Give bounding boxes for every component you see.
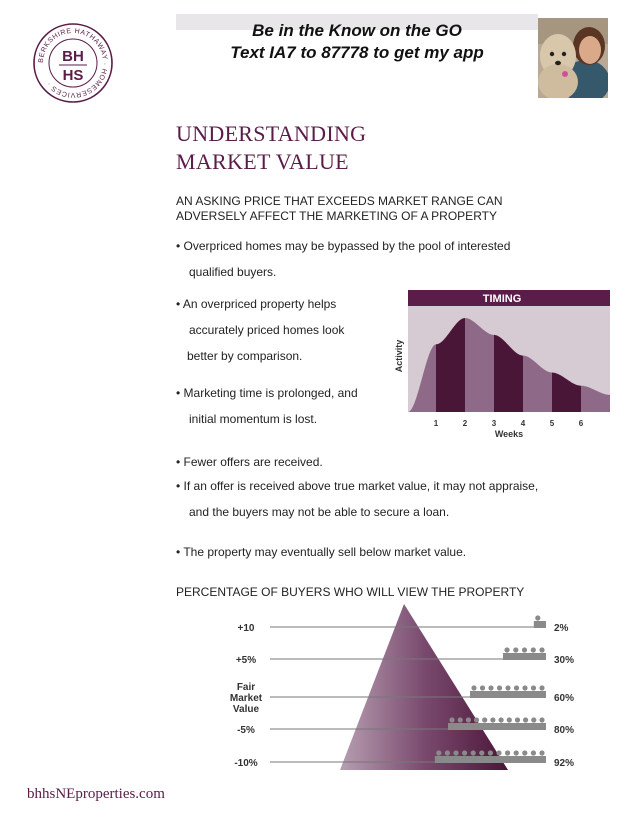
buyer-figure-icon [522,647,527,652]
buyer-figure-icon [471,750,476,755]
timing-chart [392,288,614,440]
buyer-figure-icon [488,685,493,690]
buyer-figure-icon [539,750,544,755]
bullet-line: • Fewer offers are received. [176,455,323,469]
buyer-figure-icon [496,750,501,755]
x-tick-label: 4 [520,419,526,428]
buyers-pyramid-chart [228,602,580,772]
bullet-line: accurately priced homes look [189,323,345,337]
buyer-figure-icon [523,717,528,722]
pyramid-category-label: Value [232,704,260,715]
bullet-item [176,545,466,560]
buyer-figure-icon [471,685,476,690]
promo-line-2: Text IA7 to 87778 to get my app [230,43,484,62]
buyer-figure-icon [504,647,509,652]
buyer-figure-icon [482,717,487,722]
pyramid-value-label: 92% [554,758,575,769]
bullet-line: • Overpriced homes may be bypassed by the pool of interested [176,239,511,253]
bullet-line: better by comparison. [187,349,303,363]
buyer-figure-icon [488,750,493,755]
bullet-line: • An overpriced property helps [176,297,337,311]
buyer-figure-icon [436,750,441,755]
buyer-figure-icon [539,717,544,722]
buyers-bar [534,621,546,628]
bullet-line: • Marketing time is prolonged, and [176,386,358,400]
pyramid-category-label: +5% [235,655,257,666]
bullet-item [176,297,344,364]
pyramid-category-label: -10% [234,758,258,769]
x-tick-label: 3 [491,419,497,428]
buyer-figure-icon [531,647,536,652]
y-axis-label: Activity [394,339,404,373]
buyers-bar [448,723,546,730]
subtitle [176,194,586,224]
buyer-figure-icon [474,717,479,722]
section-heading: PERCENTAGE OF BUYERS WHO WILL VIEW THE PROPERTY [176,585,525,599]
chart-title: TIMING [482,293,522,305]
buyers-bar [503,653,546,660]
bullet-item [176,479,538,520]
buyer-figure-icon [535,615,540,620]
buyer-figure-icon [497,685,502,690]
buyer-figure-icon [507,717,512,722]
pyramid-category-label: Fair [236,682,256,693]
buyers-bar [435,756,546,763]
buyer-figure-icon [513,647,518,652]
bullet-line: qualified buyers. [189,265,277,279]
x-tick-label: 5 [549,419,555,428]
app-promo [176,20,538,64]
bullet-line: initial momentum is lost. [189,412,318,426]
buyer-figure-icon [522,685,527,690]
buyer-figure-icon [466,717,471,722]
bullet-item [176,239,510,280]
buyer-figure-icon [445,750,450,755]
buyer-figure-icon [453,750,458,755]
buyer-figure-icon [458,717,463,722]
buyer-figure-icon [505,750,510,755]
buyer-figure-icon [514,750,519,755]
subtitle-line-2: ADVERSELY AFFECT THE MARKETING OF A PROPERTY [176,209,497,223]
pyramid-category-label: +10 [237,623,255,634]
buyer-figure-icon [531,685,536,690]
buyer-figure-icon [522,750,527,755]
page-title [176,120,366,176]
buyer-figure-icon [514,685,519,690]
pyramid-value-label: 60% [554,693,575,704]
pyramid-category-label: Market [229,693,263,704]
bullet-line: • If an offer is received above true market value, it may not appraise, [176,479,539,493]
logo-mono-top: BH [62,48,84,65]
buyer-figure-icon [480,685,485,690]
buyer-figure-icon [531,717,536,722]
promo-line-1: Be in the Know on the GO [252,21,462,40]
buyer-figure-icon [539,685,544,690]
logo-mono-bottom: HS [62,67,84,84]
title-line-2: MARKET VALUE [176,149,349,174]
website-link[interactable]: bhhsNEproperties.com [27,786,165,802]
title-line-1: UNDERSTANDING [176,121,367,146]
pyramid-value-label: 80% [554,725,575,736]
buyer-figure-icon [449,717,454,722]
pyramid-value-label: 30% [554,655,575,666]
buyer-figure-icon [505,685,510,690]
x-tick-label: 1 [433,419,439,428]
buyers-bar [470,691,546,698]
bullet-item [176,386,358,427]
bullet-line: • The property may eventually sell below market value. [176,545,467,559]
bullet-line: and the buyers may not be able to secure a loan. [189,505,450,519]
buyer-figure-icon [499,717,504,722]
x-axis-label: Weeks [494,429,524,439]
x-tick-label: 6 [578,419,584,428]
pyramid-value-label: 2% [554,623,569,634]
logo-ring-text: BERKSHIRE HATHAWAY · HOMESERVICES · [37,27,109,99]
agent-photo [538,18,608,98]
buyer-figure-icon [515,717,520,722]
buyer-figure-icon [490,717,495,722]
buyer-figure-icon [479,750,484,755]
bhhs-logo [32,22,114,104]
pyramid-category-label: -5% [237,725,255,736]
bullet-item [176,455,323,470]
subtitle-line-1: AN ASKING PRICE THAT EXCEEDS MARKET RANGE CAN [176,194,503,208]
buyer-figure-icon [531,750,536,755]
buyer-figure-icon [462,750,467,755]
x-tick-label: 2 [462,419,468,428]
buyer-figure-icon [539,647,544,652]
